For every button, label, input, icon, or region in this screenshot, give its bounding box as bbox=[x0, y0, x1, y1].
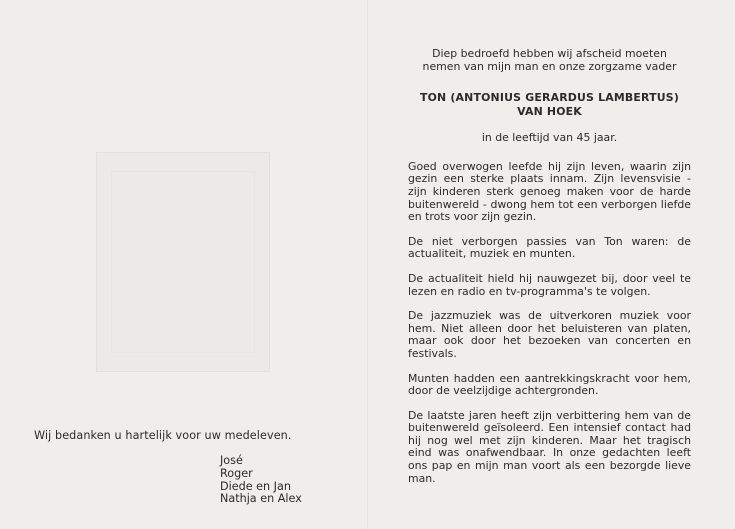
age-text: in de leeftijd van 45 jaar. bbox=[481, 131, 618, 145]
deceased-name bbox=[408, 91, 691, 119]
paragraph-jazz: De jazzmuziek was de uitverkoren muziek voor hem. Niet alleen door het beluisteren van platen, maar ook door het bezoeken van concerten en festivals. bbox=[408, 309, 691, 360]
paragraph-life: Goed overwogen leefde hij zijn leven, waarin zijn gezin een sterke plaats innam. Zijn levensvisie - zijn kinderen sterk genoeg maken voor de harde buitenwereld - dwong hem tot een verborgen liefde en trots voor zijn gezin. bbox=[408, 159, 691, 224]
deceased-surname: VAN HOEK bbox=[517, 105, 582, 119]
faded-photo-imprint bbox=[96, 152, 270, 372]
faded-photo-frame bbox=[111, 171, 255, 353]
intro-line: Diep bedroefd hebben wij afscheid moeten bbox=[432, 47, 667, 60]
paragraph-news: De actualiteit hield hij nauwgezet bij, door veel te lezen en radio en tv-programma's te volgen. bbox=[408, 271, 691, 298]
paragraph-coins: Munten hadden een aantrekkingskracht voor hem, door de veelzijdige achtergronden. bbox=[408, 371, 691, 398]
family-name: Nathja en Alex bbox=[220, 492, 302, 506]
family-name: Roger bbox=[220, 466, 253, 480]
intro-line: nemen van mijn man en onze zorgzame vader bbox=[422, 59, 677, 73]
paragraph-final-years: De laatste jaren heeft zijn verbittering hem van de buitenwereld geïsoleerd. Een intensief contact had hij nog wel met zijn kinderen. Maar het tragisch eind was onafwendbaar. In onze gedachten leeft ons pap en mijn man voort als een bezorgde lieve man. bbox=[408, 408, 691, 485]
paragraph-passions: De niet verborgen passies van Ton waren: de actualiteit, muziek en munten. bbox=[408, 234, 691, 261]
family-names bbox=[34, 455, 354, 506]
acknowledgement-section bbox=[34, 428, 354, 506]
card-fold-line bbox=[367, 0, 368, 529]
thanks-text: Wij bedanken u hartelijk voor uw medeleven. bbox=[34, 429, 292, 442]
obituary-text bbox=[408, 48, 691, 485]
family-name: Diede en Jan bbox=[220, 479, 291, 493]
family-name: José bbox=[220, 454, 243, 467]
intro-text bbox=[408, 48, 691, 73]
deceased-full-name: TON (ANTONIUS GERARDUS LAMBERTUS) bbox=[419, 91, 680, 105]
